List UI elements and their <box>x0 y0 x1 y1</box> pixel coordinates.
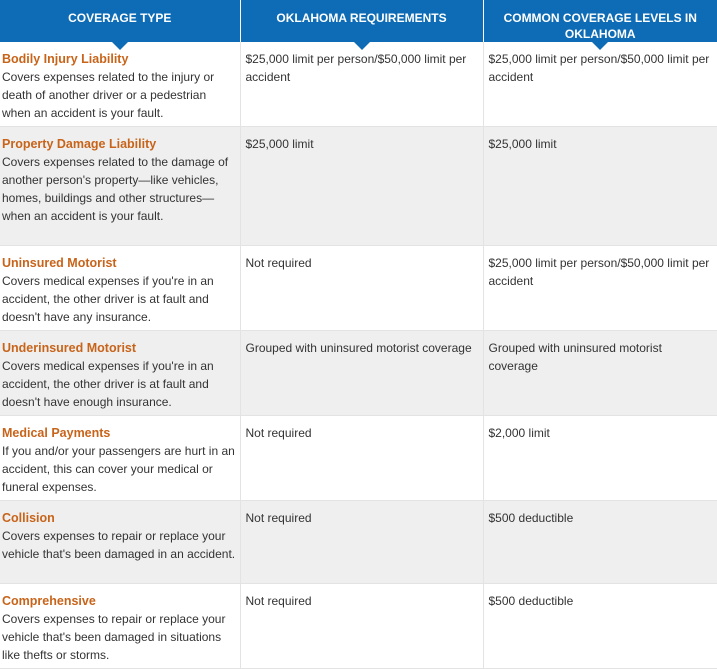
coverage-description: Covers expenses related to the injury or death of another driver or a pedestrian when an accident is your fault. <box>2 70 215 120</box>
table-row <box>0 42 717 127</box>
common-coverage-cell: $25,000 limit <box>483 127 717 246</box>
table-row <box>0 584 717 669</box>
coverage-name: Property Damage Liability <box>2 137 157 151</box>
header-oklahoma-requirements: OKLAHOMA REQUIREMENTS <box>240 0 483 42</box>
header-coverage-type: COVERAGE TYPE <box>0 0 240 42</box>
coverage-description: Covers medical expenses if you're in an accident, the other driver is at fault and doesn't have enough insurance. <box>2 359 214 409</box>
header-arrow-icon <box>353 41 371 50</box>
common-coverage-cell: $2,000 limit <box>483 416 717 501</box>
table-row <box>0 246 717 331</box>
coverage-type-cell <box>0 42 240 127</box>
coverage-type-cell <box>0 331 240 416</box>
table-row <box>0 127 717 246</box>
coverage-type-cell <box>0 416 240 501</box>
oklahoma-requirement-cell: Not required <box>240 584 483 669</box>
header-arrow-icon <box>591 41 609 50</box>
table-row <box>0 501 717 584</box>
coverage-type-cell <box>0 584 240 669</box>
coverage-name: Bodily Injury Liability <box>2 52 129 66</box>
header-arrow-icon <box>111 41 129 50</box>
header-row <box>0 0 717 42</box>
table-row <box>0 331 717 416</box>
coverage-name: Underinsured Motorist <box>2 341 137 355</box>
oklahoma-requirement-cell: Not required <box>240 416 483 501</box>
coverage-description: If you and/or your passengers are hurt in an accident, this can cover your medical or funeral expenses. <box>2 444 235 494</box>
coverage-description: Covers medical expenses if you're in an accident, the other driver is at fault and doesn't have any insurance. <box>2 274 214 324</box>
table-row <box>0 416 717 501</box>
oklahoma-requirement-cell: Not required <box>240 501 483 584</box>
coverage-name: Collision <box>2 511 55 525</box>
common-coverage-cell: $500 deductible <box>483 584 717 669</box>
coverage-description: Covers expenses to repair or replace your vehicle that's been damaged in an accident. <box>2 529 236 561</box>
oklahoma-requirement-cell: $25,000 limit per person/$50,000 limit per accident <box>240 42 483 127</box>
coverage-type-cell <box>0 127 240 246</box>
coverage-name: Comprehensive <box>2 594 96 608</box>
common-coverage-cell: $25,000 limit per person/$50,000 limit per accident <box>483 246 717 331</box>
common-coverage-cell: $25,000 limit per person/$50,000 limit per accident <box>483 42 717 127</box>
oklahoma-requirement-cell: Grouped with uninsured motorist coverage <box>240 331 483 416</box>
coverage-name: Uninsured Motorist <box>2 256 117 270</box>
coverage-type-cell <box>0 246 240 331</box>
coverage-name: Medical Payments <box>2 426 111 440</box>
coverage-description: Covers expenses to repair or replace your vehicle that's been damaged in situations like thefts or storms. <box>2 612 226 662</box>
oklahoma-requirement-cell: $25,000 limit <box>240 127 483 246</box>
table-body <box>0 42 717 669</box>
header-common-coverage-levels: COMMON COVERAGE LEVELS IN OKLAHOMA <box>483 0 717 42</box>
oklahoma-requirement-cell: Not required <box>240 246 483 331</box>
coverage-description: Covers expenses related to the damage of another person's property—like vehicles, homes, buildings and other structures—when an accident is your fault. <box>2 155 229 223</box>
common-coverage-cell: Grouped with uninsured motorist coverage <box>483 331 717 416</box>
coverage-type-cell <box>0 501 240 584</box>
common-coverage-cell: $500 deductible <box>483 501 717 584</box>
